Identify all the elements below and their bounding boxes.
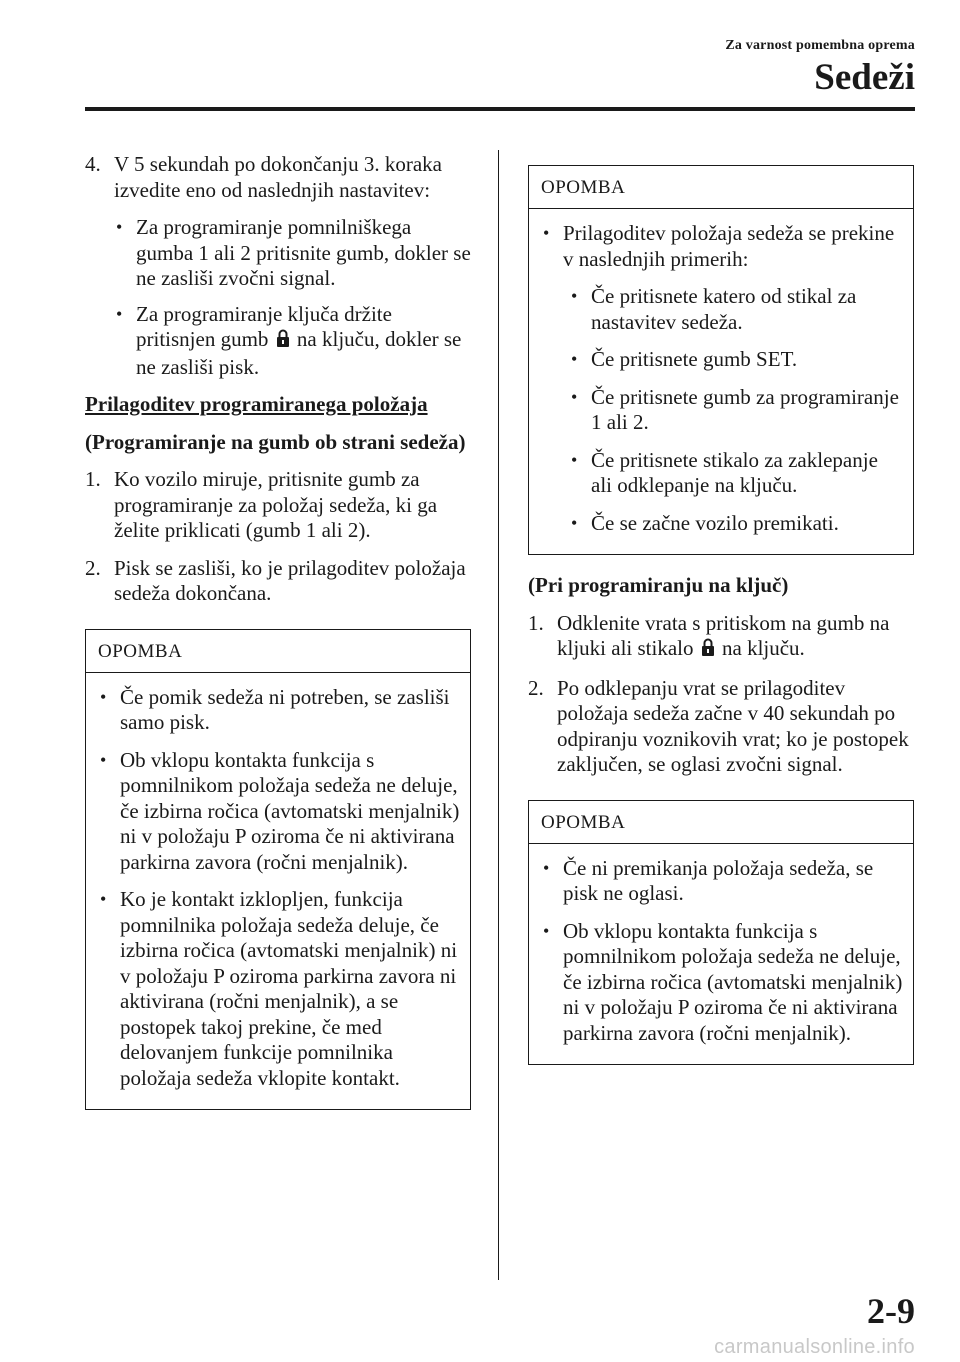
- step-2: 2. Pisk se zasliši, ko je prilagoditev položaja sedeža dokončana.: [85, 555, 466, 605]
- section-heading: Prilagoditev programiranega položaja: [85, 392, 428, 416]
- column-divider: [498, 150, 499, 1280]
- step-text: V 5 sekundah po dokončanju 3. koraka izvedite eno od naslednjih nastavitev:: [114, 152, 442, 202]
- note-title: OPOMBA: [86, 630, 470, 673]
- step-4-options: [114, 215, 471, 380]
- step-number: 4.: [85, 152, 101, 176]
- step-2: 2. Po odklepanju vrat se prilagoditev položaja sedeža začne v 40 sekundah po odpiranju voznikovih vrat; ko je postopek zaključen, se oglasi zvočni signal.: [528, 675, 909, 776]
- subsection-heading: (Programiranje na gumb ob strani sedeža): [85, 429, 466, 454]
- note-box: [85, 629, 471, 1111]
- note-box: [528, 165, 914, 555]
- chapter-title: Sedeži: [814, 57, 915, 98]
- note-box: [528, 800, 914, 1066]
- step-4: [85, 152, 471, 380]
- list-item: • Za programiranje ključa držite pritisnjen gumb na ključu, dokler se ne zasliši pisk.: [116, 301, 462, 379]
- list-item: • Če pritisnete gumb SET.: [571, 347, 798, 371]
- list-item: • Če se začne vozilo premikati.: [571, 510, 839, 535]
- watermark: carmanualsonline.info: [714, 1336, 915, 1358]
- list-item: • Za programiranje pomnilniškega gumba 1 ali 2 pritisnite gumb, dokler se ne zasliši zvočni signal.: [116, 215, 471, 290]
- list-item: • Ob vklopu kontakta funkcija s pomnilnikom položaja sedeža ne deluje, če izbirna ročica (avtomatski menjalnik) ni v položaju P oziroma če ni aktivirana parkirna zavora (ročni menjalnik).: [100, 747, 460, 874]
- header-rule: [85, 107, 915, 111]
- right-column: [528, 165, 914, 1065]
- note-title: OPOMBA: [529, 801, 913, 844]
- left-column: [85, 152, 471, 1110]
- list-item: • Če pritisnete gumb za programiranje 1 ali 2.: [571, 384, 899, 434]
- list-item: • Prilagoditev položaja sedeža se prekine v naslednjih primerih: • Če pritisnete katero od stikal za nastavitev sedeža. • Če pritisnete gumb SET. • Če pritisnete gumb za programiranje 1 ali 2. • Če pritisnete stikalo za zaklepanje ali odklepanje na ključu. • Če se začne vozilo premikati.: [541, 221, 903, 536]
- list-item: • Če ni premikanja položaja sedeža, se pisk ne oglasi.: [543, 855, 874, 905]
- list-item: • Če pomik sedeža ni potreben, se zasliši samo pisk.: [100, 684, 450, 734]
- page-number: 2-9: [867, 1291, 915, 1331]
- list-item: • Ob vklopu kontakta funkcija s pomnilnikom položaja sedeža ne deluje, če izbirna ročica (avtomatski menjalnik) ni v položaju P oziroma če ni aktivirana parkirna zavora (ročni menjalnik).: [543, 918, 903, 1045]
- list-item: • Če pritisnete stikalo za zaklepanje ali odklepanje na ključu.: [571, 447, 878, 497]
- section-label: Za varnost pomembna oprema: [725, 38, 915, 53]
- list-item: • Če pritisnete katero od stikal za nastavitev sedeža.: [571, 284, 857, 334]
- step-1: 1. Ko vozilo miruje, pritisnite gumb za programiranje za položaj sedeža, ki ga želite priklicati (gumb 1 ali 2).: [85, 467, 438, 542]
- list-item: • Ko je kontakt izklopljen, funkcija pomnilnika položaja sedeža deluje, če izbirna ročica (avtomatski menjalnik) ni v položaju P oziroma parkirna zavora ni aktivirana (ročni menjalnik), a se postopek takoj prekine, če med delovanjem funkcije pomnilnika položaja sedeža vklopite kontakt.: [100, 887, 458, 1090]
- padlock-icon: [276, 328, 290, 355]
- subsection-heading: (Pri programiranju na ključ): [528, 573, 789, 597]
- padlock-icon: [701, 637, 715, 664]
- step-1: 1. Odklenite vrata s pritiskom na gumb na kljuki ali stikalo na ključu.: [528, 611, 914, 664]
- note-title: OPOMBA: [529, 166, 913, 209]
